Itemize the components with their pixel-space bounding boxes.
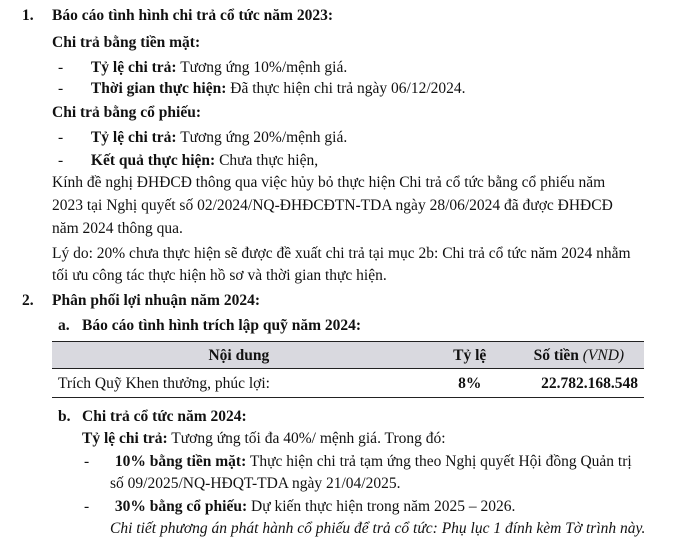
appendix-note: Chi tiết phương án phát hành cổ phiếu để trả cổ tức: Phụ lục 1 đính kèm Tờ trình này. — [110, 520, 646, 537]
header-amount-unit: (VND) — [582, 346, 625, 364]
item-label: Tỷ lệ chi trả: — [90, 129, 177, 146]
sub-b-item-cash-line-2: số 09/2025/NQ-HĐQT-TDA ngày 21/04/2025. — [110, 475, 401, 492]
table-header-row — [52, 342, 644, 369]
stock-heading: Chi trả bằng cổ phiếu: — [52, 104, 201, 121]
list-dash: - — [58, 152, 64, 169]
item-label: 10% bằng tiền mặt: — [114, 453, 247, 470]
section-2-number: 2. — [22, 292, 34, 309]
header-content: Nội dung — [52, 342, 426, 369]
reason-line-1: Lý do: 20% chưa thực hiện sẽ được đề xuất chi trả tại mục 2b: Chi trả cổ tức năm 2024 nhằm — [52, 245, 631, 262]
sub-b-item-stock — [84, 497, 515, 516]
stock-item-result — [58, 151, 318, 170]
header-rate: Tỷ lệ — [426, 342, 514, 369]
sub-b-item-cash — [84, 452, 632, 471]
sub-b-title: Chi trả cổ tức năm 2024: — [82, 408, 247, 425]
rate-label: Tỷ lệ chi trả: — [82, 430, 168, 447]
sub-a-letter: a. — [58, 317, 70, 334]
list-dash: - — [58, 129, 64, 146]
item-text: Dự kiến thực hiện trong năm 2025 – 2026. — [247, 498, 516, 515]
item-text: Tương ứng 20%/mệnh giá. — [176, 129, 348, 146]
item-label: Thời gian thực hiện: — [90, 80, 227, 97]
stock-item-rate — [58, 128, 347, 147]
section-1-number: 1. — [22, 7, 34, 24]
cash-item-rate — [58, 58, 347, 77]
proposal-line-3: năm 2024 thông qua. — [52, 220, 183, 237]
item-text: Đã thực hiện chi trả ngày 06/12/2024. — [226, 80, 466, 97]
item-text: Tương ứng 10%/mệnh giá. — [176, 59, 348, 76]
sub-b-rate — [82, 429, 446, 448]
list-dash: - — [84, 453, 90, 470]
list-dash: - — [58, 80, 64, 97]
section-1-title: Báo cáo tình hình chi trả cổ tức năm 2023: — [52, 7, 333, 24]
proposal-line-2: 2023 tại Nghị quyết số 02/2024/NQ-ĐHĐCĐTN-TDA ngày 28/06/2024 đã được ĐHĐCĐ — [52, 197, 613, 214]
fund-table — [52, 341, 644, 398]
sub-b-letter: b. — [58, 408, 71, 425]
list-dash: - — [84, 498, 90, 515]
list-dash: - — [58, 59, 64, 76]
proposal-line-1: Kính đề nghị ĐHĐCĐ thông qua việc hủy bỏ thực hiện Chi trả cổ tức bằng cổ phiếu năm — [52, 174, 606, 191]
sub-a-title: Báo cáo tình hình trích lập quỹ năm 2024: — [82, 317, 362, 334]
rate-text: Tương ứng tối đa 40%/ mệnh giá. Trong đó: — [167, 430, 446, 447]
table-row — [52, 369, 644, 398]
reason-line-2: tối ưu công tác thực hiện hồ sơ và thời gian thực hiện. — [52, 267, 387, 284]
item-label: Tỷ lệ chi trả: — [90, 59, 177, 76]
item-label: 30% bằng cổ phiếu: — [114, 498, 248, 515]
item-text: Thực hiện chi trả tạm ứng theo Nghị quyết Hội đồng Quản trị — [246, 453, 632, 470]
cash-item-time — [58, 79, 466, 98]
header-amount-label: Số tiền — [533, 346, 579, 364]
section-2-title: Phân phối lợi nhuận năm 2024: — [52, 292, 261, 309]
cell-amount: 22.782.168.548 — [514, 369, 644, 398]
cell-content: Trích Quỹ Khen thưởng, phúc lợi: — [52, 369, 426, 398]
cash-heading: Chi trả bằng tiền mặt: — [52, 34, 201, 51]
header-amount — [514, 342, 644, 369]
cell-rate: 8% — [426, 369, 514, 398]
item-text: Chưa thực hiện, — [215, 152, 319, 169]
item-label: Kết quả thực hiện: — [90, 152, 216, 169]
